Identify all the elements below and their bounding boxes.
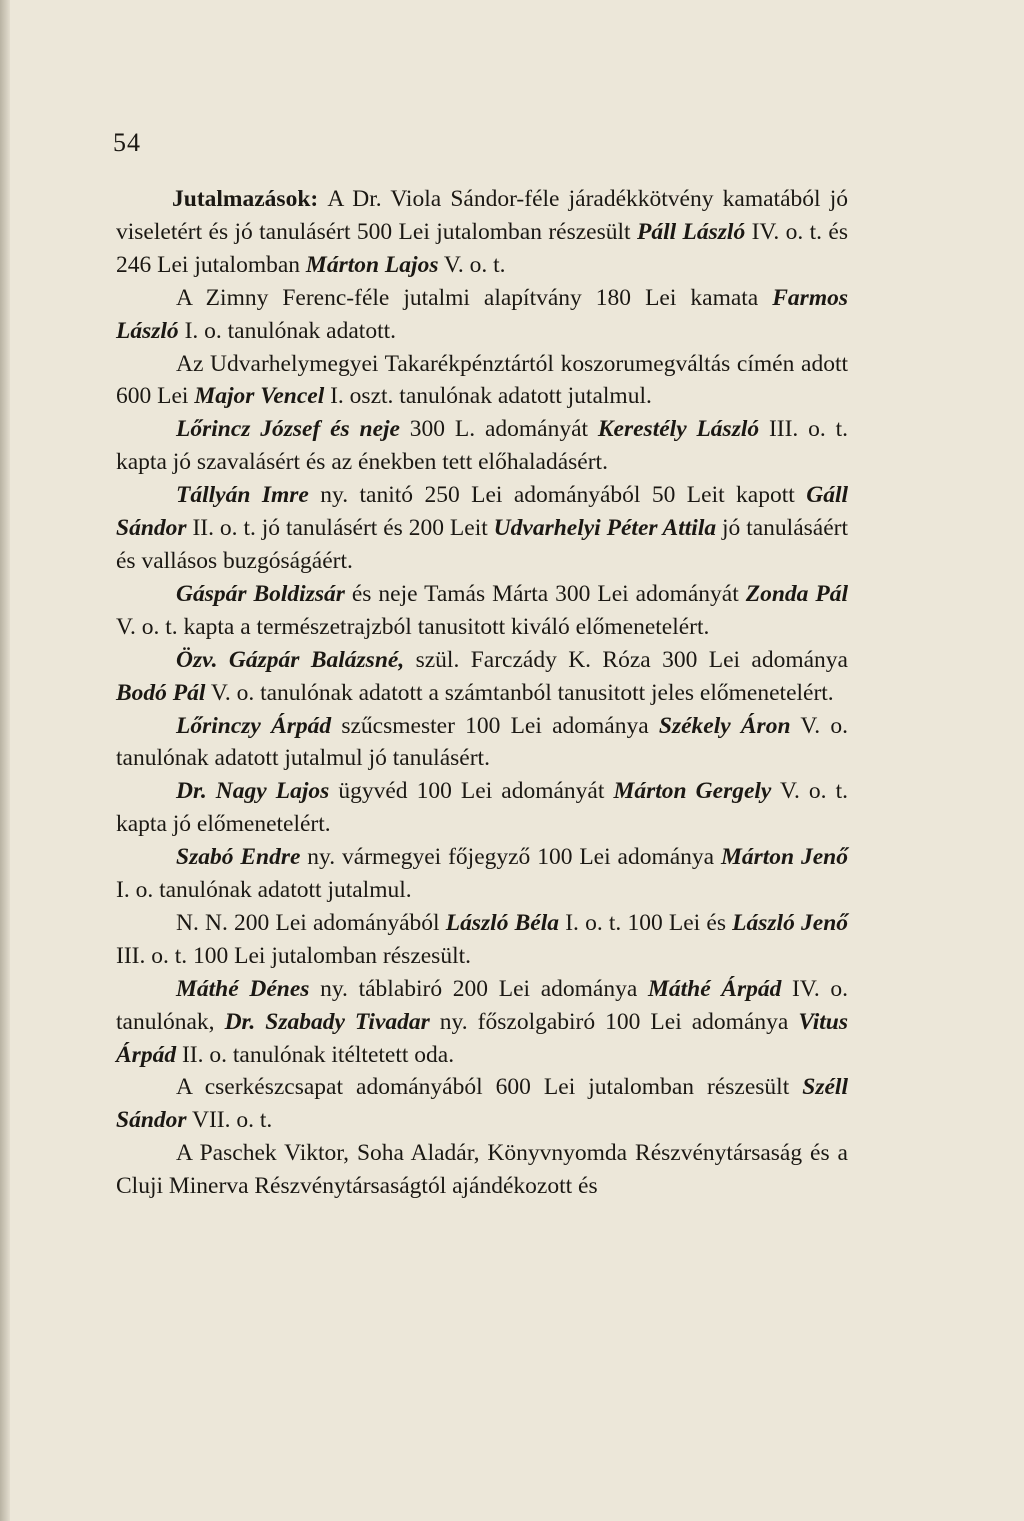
person-name: Lőrinczy Árpád — [176, 712, 332, 739]
paragraph — [116, 578, 848, 644]
paragraph-text: V. o. t. kapta jó előmenetelért. — [116, 778, 849, 838]
person-name: Vitus Árpád — [116, 1008, 848, 1068]
person-name: Bodó Pál — [116, 679, 206, 706]
paragraph-text: V. o. t. kapta a természetrajzból tanusitott kiváló előmenetelért. — [116, 613, 710, 640]
paragraph-text: II. o. tanulónak itéltetett oda. — [176, 1041, 455, 1068]
person-name: Dr. Nagy Lajos — [176, 778, 330, 805]
person-name: László Béla — [445, 909, 560, 936]
paragraph-text: II. o. t. jó tanulásért és 200 Leit — [186, 515, 494, 542]
paragraph-text: A Paschek Viktor, Soha Aladár, Könyvnyomda Részvénytársaság és a Cluji Minerva Részvénytársaságtól ajándékozott és — [116, 1140, 848, 1200]
paragraph — [116, 413, 848, 479]
paragraph-text: szűcsmester 100 Lei adománya — [331, 712, 659, 739]
person-name: Szabó Endre — [176, 844, 301, 871]
paragraph-text: III. o. t. kapta jó szavalásért és az énekben tett előhaladásért. — [116, 416, 848, 476]
person-name: Máthé Árpád — [647, 975, 782, 1002]
person-name: Zonda Pál — [745, 580, 848, 607]
paragraph-text: I. o. tanulónak adatott. — [178, 317, 397, 344]
paragraph — [116, 479, 848, 578]
paragraph-text: ny. vármegyei főjegyző 100 Lei adománya — [300, 844, 721, 871]
paragraph-text: V. o. tanulónak adatott jutalmul jó tanulásért. — [116, 712, 848, 772]
person-name: Székely Áron — [658, 712, 791, 739]
paragraph — [116, 348, 848, 414]
paragraph — [116, 973, 848, 1072]
paragraph-text: ügyvéd 100 Lei adományát — [329, 778, 614, 805]
person-name: László Jenő — [732, 909, 849, 936]
person-name: Márton Jenő — [720, 844, 849, 871]
paragraph — [116, 775, 848, 841]
paragraph-text: és neje Tamás Márta 300 Lei adományát — [344, 580, 746, 607]
person-name: Major Vencel — [194, 383, 325, 410]
paragraph-text: A cserkészcsapat adományából 600 Lei jutalomban részesült — [176, 1074, 803, 1101]
person-name: Udvarhelyi Péter Attila — [493, 515, 717, 542]
paragraph-text: I. o. tanulónak adatott jutalmul. — [116, 877, 412, 904]
person-name: Gáspár Boldizsár — [176, 580, 345, 607]
body-text — [116, 183, 848, 1203]
paragraph — [116, 644, 848, 710]
person-name: Dr. Szabady Tivadar — [224, 1008, 430, 1035]
paragraph-text: I. oszt. tanulónak adatott jutalmul. — [324, 383, 652, 410]
paragraph-text: IV. o. t. és 246 Lei jutalomban — [116, 218, 849, 278]
person-name: Máthé Dénes — [176, 975, 310, 1002]
paragraph-text: A Zimny Ferenc-féle jutalmi alapítvány 180 Lei kamata — [176, 284, 773, 311]
section-heading: Jutalmazások: — [172, 186, 328, 212]
paragraph-text: V. o. t. — [438, 251, 506, 278]
paragraph-text: IV. o. tanulónak, — [116, 975, 848, 1035]
paragraph-text: I. o. t. 100 Lei és — [559, 909, 733, 936]
person-name: Márton Lajos — [305, 251, 439, 278]
paragraph-text: VII. o. t. — [186, 1107, 273, 1134]
person-name: Kerestély László — [597, 416, 760, 443]
paragraph — [116, 282, 848, 348]
page-number: 54 — [113, 128, 141, 157]
paragraph-text: ny. tanitó 250 Lei adományából 50 Leit kapott — [308, 482, 807, 509]
person-name: Farmos László — [116, 284, 848, 344]
paragraph — [116, 841, 848, 907]
person-name: Lőrincz József és neje — [176, 416, 400, 443]
paragraph-text: ny. táblabiró 200 Lei adománya — [309, 975, 648, 1002]
paragraph — [116, 183, 848, 282]
paragraph-text: szül. Farczády K. Róza 300 Lei adománya — [404, 646, 848, 673]
paragraph — [116, 907, 848, 973]
person-name: Tállyán Imre — [176, 482, 309, 509]
person-name: Gáll Sándor — [116, 482, 848, 542]
paragraph — [116, 1137, 848, 1203]
paragraph-text: 300 L. adományát — [399, 416, 598, 443]
paragraph-text: ny. főszolgabiró 100 Lei adománya — [429, 1008, 799, 1035]
paragraph-text: A Dr. Viola Sándor-féle járadékkötvény kamatából jó viseletért és jó tanulásért 500 Lei jutalomban részesült — [116, 186, 848, 245]
paragraph-text: Az Udvarhelymegyei Takarékpénztártól koszorumegváltás címén adott 600 Lei — [116, 350, 848, 410]
paragraph-text: N. N. 200 Lei adományából — [176, 909, 446, 936]
person-name: Széll Sándor — [116, 1074, 848, 1134]
paragraph-text: III. o. t. 100 Lei jutalomban részesült. — [116, 942, 472, 969]
person-name: Özv. Gázpár Balázsné, — [176, 646, 405, 673]
paragraph — [116, 710, 848, 776]
person-name: Márton Gergely — [613, 778, 772, 805]
paragraph — [116, 1071, 848, 1137]
person-name: Páll László — [636, 218, 746, 245]
paragraph-text: jó tanulásáért és vallásos buzgóságáért. — [116, 515, 849, 574]
paragraph-text: V. o. tanulónak adatott a számtanból tanusitott jeles előmenetelért. — [205, 679, 834, 706]
